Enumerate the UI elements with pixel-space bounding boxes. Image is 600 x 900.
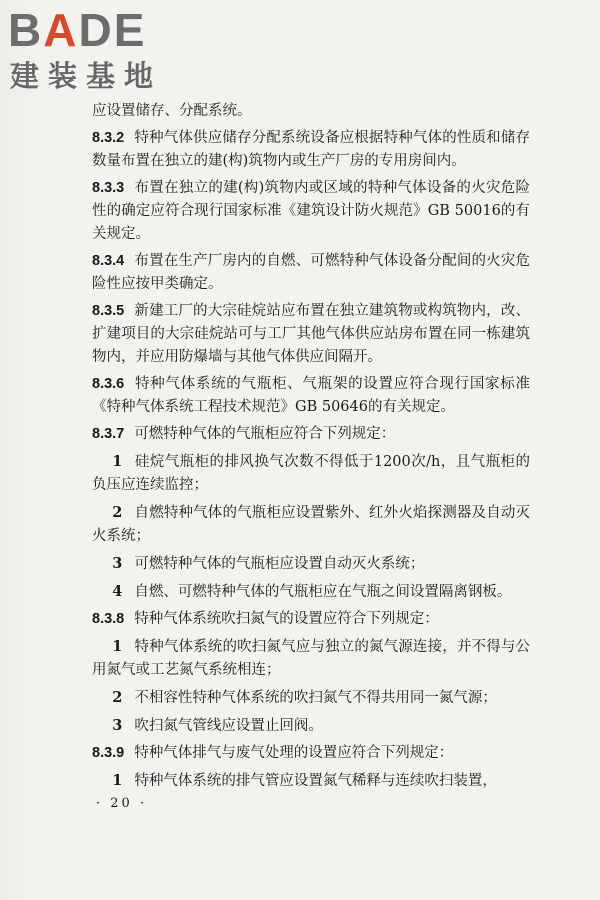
list-item	[92, 501, 530, 548]
clause-number: 8.3.9	[92, 745, 125, 761]
clause-number: 8.3.7	[92, 426, 125, 442]
logo-wordmark: BADE	[8, 4, 147, 56]
brand-logo	[8, 4, 178, 94]
clause-number: 8.3.4	[92, 253, 125, 269]
clause-paragraph	[92, 373, 530, 419]
clause-text: 新建工厂的大宗硅烷站应布置在独立建筑物或构筑物内，改、扩建项目的大宗硅烷站可与工厂其他气体供应站房布置在同一栋建筑物内，并应用防爆墙与其他气体供应间隔开。	[92, 303, 530, 365]
item-text: 特种气体系统的排气管应设置氮气稀释与连续吹扫装置，	[134, 773, 497, 789]
clause-text: 布置在独立的建(构)筑物内或区域的特种气体设备的火灾危险性的确定应符合现行国家标准《建筑设计防火规范》GB 50016的有关规定。	[92, 180, 530, 242]
item-text: 自燃、可燃特种气体的气瓶柜应在气瓶之间设置隔离钢板。	[134, 584, 512, 600]
clause-text: 可燃特种气体的气瓶柜应符合下列规定：	[134, 426, 396, 442]
clause-text: 布置在生产厂房内的自燃、可燃特种气体设备分配间的火灾危险性应按甲类确定。	[92, 253, 530, 292]
list-item	[92, 769, 530, 793]
clause-number: 8.3.5	[92, 303, 125, 319]
item-number: 1	[112, 772, 123, 789]
clause-text: 特种气体排气与废气处理的设置应符合下列规定：	[134, 745, 454, 761]
clause-paragraph	[92, 177, 530, 246]
item-number: 3	[112, 555, 123, 572]
clause-number: 8.3.6	[92, 376, 125, 392]
list-item	[92, 635, 530, 682]
list-item	[92, 580, 530, 604]
document-body	[92, 100, 530, 797]
clause-number: 8.3.3	[92, 180, 125, 196]
item-text: 特种气体系统的吹扫氮气应与独立的氮气源连接，并不得与公用氮气或工艺氮气系统相连；	[92, 639, 530, 678]
clause-paragraph	[92, 608, 530, 631]
clause-text: 特种气体供应储存分配系统设备应根据特种气体的性质和储存数量布置在独立的建(构)筑物内或生产厂房的专用房间内。	[92, 130, 530, 169]
continuation-text: 应设置储存、分配系统。	[92, 103, 252, 119]
clause-paragraph	[92, 300, 530, 369]
item-text: 可燃特种气体的气瓶柜应设置自动灭火系统；	[134, 556, 425, 572]
clause-text: 特种气体系统吹扫氮气的设置应符合下列规定：	[134, 611, 439, 627]
page-number: · 20 ·	[96, 796, 148, 811]
list-item	[92, 450, 530, 497]
item-number: 1	[112, 638, 123, 655]
clause-text: 特种气体系统的气瓶柜、气瓶架的设置应符合现行国家标准《特种气体系统工程技术规范》GB 50646的有关规定。	[92, 376, 530, 415]
item-number: 1	[112, 453, 123, 470]
list-item	[92, 714, 530, 738]
list-item	[92, 686, 530, 710]
item-number: 2	[112, 689, 123, 706]
logo-subtitle: 建装基地	[10, 59, 163, 93]
item-text: 不相容性特种气体系统的吹扫氮气不得共用同一氮气源；	[134, 690, 497, 706]
clause-paragraph	[92, 127, 530, 173]
item-number: 3	[112, 717, 123, 734]
list-item	[92, 552, 530, 576]
clause-number: 8.3.8	[92, 611, 125, 627]
item-text: 吹扫氮气管线应设置止回阀。	[134, 718, 323, 734]
item-number: 4	[112, 583, 123, 600]
clause-paragraph	[92, 250, 530, 296]
clause-number: 8.3.2	[92, 130, 125, 146]
clause-paragraph	[92, 423, 530, 446]
clause-paragraph	[92, 742, 530, 765]
item-text: 自燃特种气体的气瓶柜应设置紫外、红外火焰探测器及自动灭火系统；	[92, 505, 530, 544]
item-number: 2	[112, 504, 123, 521]
item-text: 硅烷气瓶柜的排风换气次数不得低于1200次/h，且气瓶柜的负压应连续监控；	[92, 454, 530, 493]
